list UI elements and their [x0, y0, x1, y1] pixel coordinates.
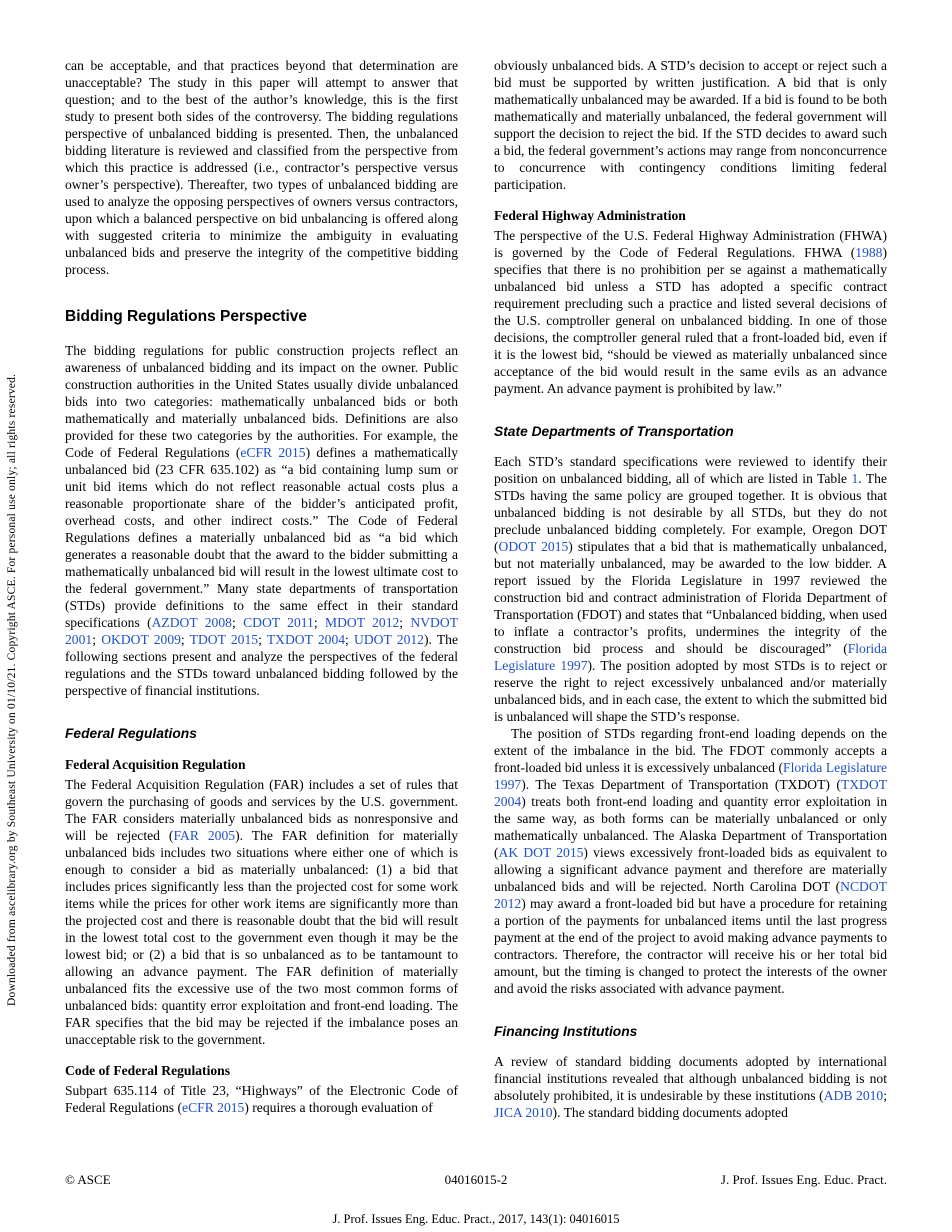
paragraph: Each STD’s standard specifications were reviewed to identify their position on unbalanced bidding, all of which are listed in Table 1. The STDs having the same policy are grouped together. It is obvious that unbalanced bidding is not desirable by all STDs, but they do not preclude unbalanced bidding completely. For example, Oregon DOT (ODOT 2015) stipulates that a bid that is mathematically unbalanced, but not materially unbalanced, may be awarded to the low bidder. A report issued by the Florida Legislature in 1997 reviewed the construction bid and contract administration of Florida Department of Transportation (FDOT) and states that “Unbalanced bidding, when used to inflate a contractor’s profits, undermines the integrity of the construction bid process and should be discouraged” (Florida Legislature 1997). The position adopted by most STDs is to reject or reserve the right to reject excessively unbalanced and/or materially unbalanced bids, and in each case, the extent to which the submitted bid is unbalanced will shape the STD’s response. — [494, 454, 887, 724]
subsection-heading: State Departments of Transportation — [494, 424, 734, 439]
citation-link[interactable]: Florida Legislature 1997 — [494, 641, 887, 673]
citation-link[interactable]: 1 — [851, 471, 859, 486]
citation-link[interactable]: UDOT 2012 — [354, 632, 424, 647]
citation-link[interactable]: NCDOT 2012 — [494, 879, 887, 911]
paragraph: A review of standard bidding documents adopted by international financial institutions revealed that although unbalanced bidding is not absolutely prohibited, it is undesirable by these institutions (ADB 2010; JICA 2010). The standard bidding documents adopted — [494, 1054, 887, 1120]
paragraph: The Federal Acquisition Regulation (FAR) includes a set of rules that govern the purchasing of goods and services by the U.S. government. The FAR considers materially unbalanced bids as nonresponsive and will be rejected (FAR 2005). The FAR definition for materially unbalanced bids includes two situations where either one of which is enough to consider a bid as materially unbalanced: (1) a bid that includes prices significantly less than the projected cost for some work items while the prices for other work items are significantly more than the projected cost and there is reasonable doubt that the bid will result in the lowest total cost to the government even though it may be the lowest bid; or (2) a bid that is so unbalanced as to be tantamount to allowing an advance payment. The FAR definition of materially unbalanced fits the excessive use of the two most common forms of unbalanced bids: quantity error exploitation and front-end loading. The FAR specifies that the bid may be rejected if the imbalance poses an unacceptable risk to the government. — [65, 777, 458, 1047]
two-column-body — [65, 57, 887, 1121]
citation-link[interactable]: AZDOT 2008 — [151, 615, 232, 630]
paragraph: obviously unbalanced bids. A STD’s decision to accept or reject such a bid must be supported by written justification. A bid that is only mathematically unbalanced may be awarded. If a bid is found to be both mathematically and materially unbalanced, the federal government will support the decision to reject the bid. If the STD decides to award such a bid, the federal government’s actions may range from nonconcurrence to concurrence with contingency conditions limiting federal participation. — [494, 58, 887, 192]
paragraph-heading: Federal Acquisition Regulation — [65, 757, 246, 772]
footer-page-number: 04016015-2 — [444, 1172, 508, 1187]
citation-link[interactable]: JICA 2010 — [494, 1105, 553, 1120]
citation-link[interactable]: TXDOT 2004 — [266, 632, 346, 647]
page-footer — [65, 1172, 887, 1188]
citation-link[interactable]: AK DOT 2015 — [498, 845, 584, 860]
citation-link[interactable]: NVDOT 2001 — [65, 615, 458, 647]
citation-link[interactable]: eCFR 2015 — [240, 445, 306, 460]
paragraph-heading: Federal Highway Administration — [494, 208, 686, 223]
citation-link[interactable]: MDOT 2012 — [324, 615, 400, 630]
paragraph-heading: Code of Federal Regulations — [65, 1063, 230, 1078]
paragraph: The position of STDs regarding front-end loading depends on the extent of the imbalance in the bid. The FDOT commonly accepts a front-loaded bid unless it is excessively unbalanced (Florida Legislature 1997). The Texas Department of Transportation (TXDOT) (TXDOT 2004) treats both front-end loading and quantity error exploitation in the same way, as both forms can be materially unbalanced or only mathematically unbalanced. The Alaska Department of Transportation (AK DOT 2015) views excessively front-loaded bids as equivalent to allowing a significant advance payment and therefore are materially unbalanced bids and will be rejected. North Carolina DOT (NCDOT 2012) may award a front-loaded bid but have a procedure for retaining a portion of the payments for unbalanced items until the last progress payment at the end of the project to avoid making advance payments to contractors. Therefore, the contractor will receive his or her total bid amount, but the timing is changed to protect the interests of the owner and avoid the risks associated with advance payment. — [494, 726, 888, 996]
citation-link[interactable]: eCFR 2015 — [182, 1100, 245, 1115]
footer-journal-name: J. Prof. Issues Eng. Educ. Pract. — [720, 1172, 887, 1187]
left-column — [65, 57, 458, 1121]
citation-link[interactable]: TXDOT 2004 — [494, 777, 887, 809]
subsection-heading: Federal Regulations — [65, 726, 197, 741]
subsection-heading: Financing Institutions — [494, 1024, 638, 1039]
section-heading: Bidding Regulations Perspective — [65, 308, 308, 325]
paragraph: The bidding regulations for public construction projects reflect an awareness of unbalanced bidding and its impact on the owner. Public construction authorities in the United States usually divide unbalanced bids into two categories: mathematically unbalanced bids or both mathematically and materially unbalanced bids. Definitions are also provided for these two categories by the authorities. For example, the Code of Federal Regulations (eCFR 2015) defines a mathematically unbalanced bid (23 CFR 635.102) as “a bid containing lump sum or unit bid items which do not reflect reasonable actual costs plus a reasonable proportionate share of the bidder’s anticipated profit, overhead costs, and other indirect costs.” The Code of Federal Regulations defines a materially unbalanced bid as “a bid which generates a reasonable doubt that the award to the bidder submitting a mathematically unbalanced bid will result in the lowest ultimate cost to the federal government.” Many state departments of transportation (STDs) provide definitions to the same effect in their standard specifications (AZDOT 2008; CDOT 2011; MDOT 2012; NVDOT 2001; OKDOT 2009; TDOT 2015; TXDOT 2004; UDOT 2012). The following sections present and analyze the perspectives of the federal regulations and the STDs toward unbalanced bidding followed by the perspective of financial institutions. — [65, 343, 458, 698]
citation-link[interactable]: TDOT 2015 — [189, 632, 259, 647]
citation-link[interactable]: 1988 — [855, 245, 883, 260]
citation-link[interactable]: ADB 2010 — [823, 1088, 884, 1103]
paragraph: Subpart 635.114 of Title 23, “Highways” of the Electronic Code of Federal Regulations (eCFR 2015) requires a thorough evaluation of — [65, 1083, 458, 1115]
citation-link[interactable]: OKDOT 2009 — [101, 632, 181, 647]
citation-link[interactable]: Florida Legislature 1997 — [494, 760, 888, 792]
footer-copyright: © ASCE — [65, 1172, 111, 1187]
paragraph: The perspective of the U.S. Federal Highway Administration (FHWA) is governed by the Code of Federal Regulations. FHWA (1988) specifies that there is no prohibition per se against a mathematically unbalanced bid unless a STD has adopted a specific contract requirement precluding such a practice and listed several decisions of the U.S. comptroller general on unbalanced bidding. In one of those decisions, the comptroller general ruled that a front-loaded bid, even if it is the lowest bid, “should be viewed as materially unbalanced since acceptance of the bid would result in the same evils as an advance payment. An advance payment is prohibited by law.” — [494, 228, 887, 396]
citation-line: J. Prof. Issues Eng. Educ. Pract., 2017, 143(1): 04016015 — [332, 1212, 620, 1226]
citation-link[interactable]: ODOT 2015 — [498, 539, 569, 554]
right-column — [494, 57, 887, 1121]
citation-link[interactable]: FAR 2005 — [173, 828, 236, 843]
paragraph: can be acceptable, and that practices beyond that determination are unacceptable? The study in this paper will attempt to answer that question; and to the best of the author’s knowledge, this is the first study to present both sides of the controversy. The bidding regulations perspective of unbalanced bidding is presented. Then, the unbalanced bidding literature is reviewed and classified from the perspective from which this practice is addressed (i.e., contractor’s perspective versus owner’s perspective). Thereafter, two types of unbalanced bidding are used to analyze the opposing perspectives of owners versus contractors, upon which a balanced perspective on bid unbalancing is offered along with suggested criteria to minimize the ambiguity in evaluating unbalanced bids and preserve the integrity of the competitive bidding process. — [65, 58, 458, 277]
citation-link[interactable]: CDOT 2011 — [243, 615, 314, 630]
sidebar-watermark: Downloaded from ascelibrary.org by Southeast University on 01/10/21. Copyright ASCE. For personal use only; all rights reserved. — [6, 373, 18, 1006]
